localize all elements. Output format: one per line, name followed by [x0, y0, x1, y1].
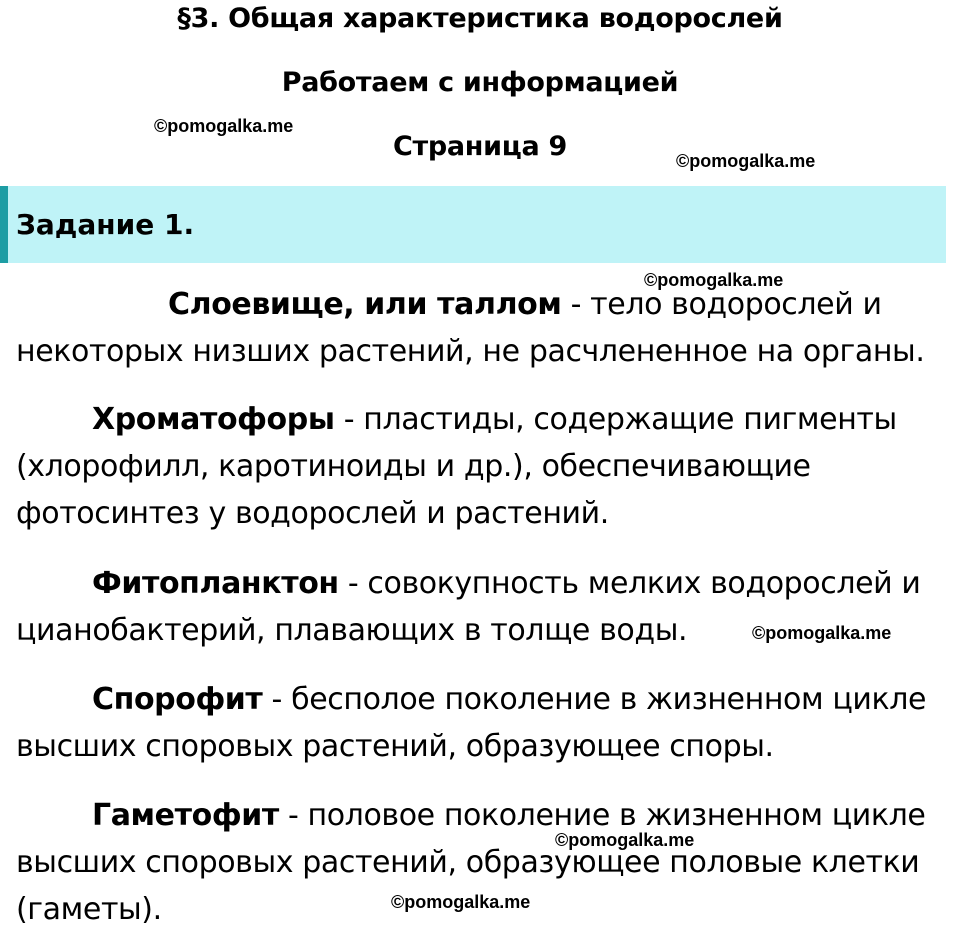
section-title: §3. Общая характеристика водорослей [177, 3, 783, 34]
term-definition: - бесполое поколение в жизненном цикле высших споровых растений, образующее споры. [16, 682, 927, 764]
term-paragraph [16, 396, 956, 537]
watermark: ©pomogalka.me [644, 270, 784, 290]
watermark: ©pomogalka.me [391, 892, 531, 912]
watermark: ©pomogalka.me [154, 116, 294, 136]
term-name: Слоевище, или таллом [168, 287, 562, 322]
task-header [0, 186, 946, 263]
task-accent-bar [0, 186, 8, 263]
task-label: Задание 1. [16, 208, 195, 241]
watermark: ©pomogalka.me [676, 151, 816, 171]
term-name: Гаметофит [92, 798, 279, 833]
subtitle: Работаем с информацией [281, 67, 679, 98]
term-paragraph [16, 281, 956, 375]
term-paragraph [16, 676, 956, 770]
term-definition: - тело водорослей и некоторых низших растений, не расчлененное на органы. [16, 287, 925, 369]
term-definition: - совокупность мелких водорослей и цианобактерий, плавающих в толще воды. [16, 566, 921, 648]
term-name: Спорофит [92, 682, 263, 717]
watermark: ©pomogalka.me [752, 623, 892, 643]
page-label: Страница 9 [392, 131, 567, 162]
term-definition: - половое поколение в жизненном цикле высших споровых растений, образующее половые клетки (гаметы). [16, 798, 926, 927]
term-name: Фитопланктон [92, 566, 339, 601]
term-definition: - пластиды, содержащие пигменты (хлорофилл, каротиноиды и др.), обеспечивающие фотосинтез у водорослей и растений. [16, 402, 897, 531]
watermark: ©pomogalka.me [555, 830, 695, 850]
term-name: Хроматофоры [92, 402, 335, 437]
